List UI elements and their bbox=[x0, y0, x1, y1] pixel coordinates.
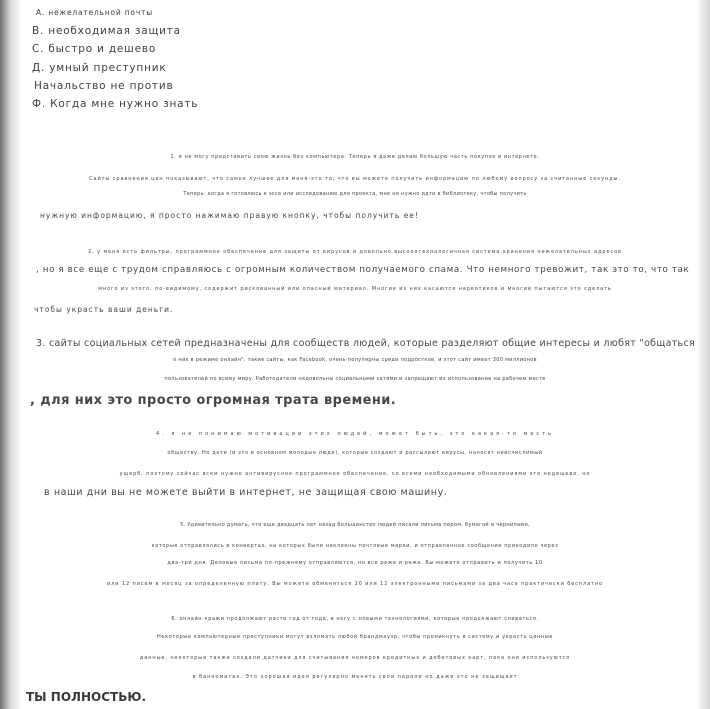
paragraph-line: чтобы украсть ваши деньги. bbox=[34, 305, 174, 314]
paragraph-line: данные, некоторые также создали датчики для считывания номеров кредитных и дебетовых карт, пока они используются bbox=[139, 655, 571, 661]
paragraph-line: 4. я не понимаю мотивации этих людей, может быть, это какая-то месть bbox=[156, 431, 554, 437]
paragraph-line: , но я все еще с трудом справляюсь с огромным количеством получаемого спама. Что немного тревожит, так это то, что так bbox=[36, 265, 690, 275]
paragraph-line: или 12 писем в месяц за определенную плату. Вы можете обменяться 10 или 12 электронными письмами за два часа практически бесплатно bbox=[107, 581, 603, 587]
paragraph-line: 2. у меня есть фильтры, программное обеспечение для защиты от вирусов и довольно высокотехнологичная система хранения нежелательных адресов bbox=[88, 249, 622, 255]
paragraph-line: 6. онлайн-кражи продолжают расти год от года, в ногу с новыми технологиями, которые продолжают сливаться. bbox=[171, 616, 539, 622]
paragraph-line: обществу. Но дети (и это в основном молодые люди), которые создают и рассылают вирусы, наносят неисчислимый bbox=[167, 450, 543, 456]
paragraph-line: 3. сайты социальных сетей предназначены для сообществ людей, которые разделяют общие интересы и любят "общаться bbox=[36, 338, 695, 349]
option-c: С. быстро и дешево bbox=[32, 43, 157, 55]
paragraph-line: в банкоматах. Это хорошая идея регулярно менять свои пароли но даже это не защищает bbox=[192, 674, 518, 680]
paragraph-line: пользователей по всему миру. Работодатели недовольны социальными сетями и запрещают их использование на рабочем месте bbox=[164, 376, 546, 382]
paragraph-line: 5. Удивительно думать, что еще двадцать лет назад большинство людей писали письма пером, бумагой и чернилами, bbox=[180, 522, 530, 528]
paragraph-line: в наши дни вы не можете выйти в интернет, не защищая свою машину. bbox=[44, 487, 448, 498]
paragraph-line: 1. я не могу представить свою жизнь без компьютера. Теперь я даже делаю большую часть покупок в интернете. bbox=[170, 154, 540, 160]
scan-shadow-right bbox=[696, 0, 710, 709]
paragraph-line: Сайты сравнения цен показывают, что самое лучшее для меня-это то, что вы можете получить информацию по любому вопросу за считанные секунды. bbox=[89, 176, 621, 182]
paragraph-line: много из этого, по-видимому, содержит рискованный или опасный материал. Многие из них касаются наркотиков и многие пытаются это сделать bbox=[98, 286, 612, 292]
paragraph-line: ущерб, поэтому сейчас всем нужно антивирусное программное обеспечение, со всеми необходимыми обновлениями это недешево, но bbox=[119, 471, 591, 477]
paragraph-line: ТЫ ПОЛНОСТЬЮ. bbox=[26, 690, 147, 704]
paragraph-line: о них в режиме онлайн", такие сайты, как Facebook, очень популярны среди подростков, и этот сайт имеет 300 миллионов bbox=[173, 357, 537, 363]
paragraph-line: , для них это просто огромная трата времени. bbox=[30, 393, 397, 408]
paragraph-line: Теперь, когда я готовлюсь к эссе или исследованию для проекта, мне не нужно идти в библиотеку, чтобы получить bbox=[183, 191, 527, 197]
paragraph-line: нужную информацию, я просто нажимаю правую кнопку, чтобы получить ее! bbox=[40, 211, 419, 220]
paragraph-line: два-три дня. Деловые письма по-прежнему отправляются, но все реже и реже. Вы можете отправить и получить 10 bbox=[167, 560, 543, 566]
option-f: Ф. Когда мне нужно знать bbox=[32, 98, 199, 110]
option-d: Д. умный преступник bbox=[32, 62, 167, 74]
paragraph-line: Некоторые компьютерные преступники могут взломать любой брандмауэр, чтобы проникнуть в систему и украсть ценные bbox=[157, 634, 553, 640]
scan-shadow-left bbox=[0, 0, 22, 709]
paragraph-line: которые отправлялись в конвертах, на которых были наклеены почтовые марки, и отправленное сообщение приходило через bbox=[151, 543, 559, 549]
option-a: А. нежелательной почты bbox=[36, 8, 153, 17]
option-e: Начальство не против bbox=[34, 80, 174, 92]
option-b: В. необходимая защита bbox=[32, 25, 181, 37]
